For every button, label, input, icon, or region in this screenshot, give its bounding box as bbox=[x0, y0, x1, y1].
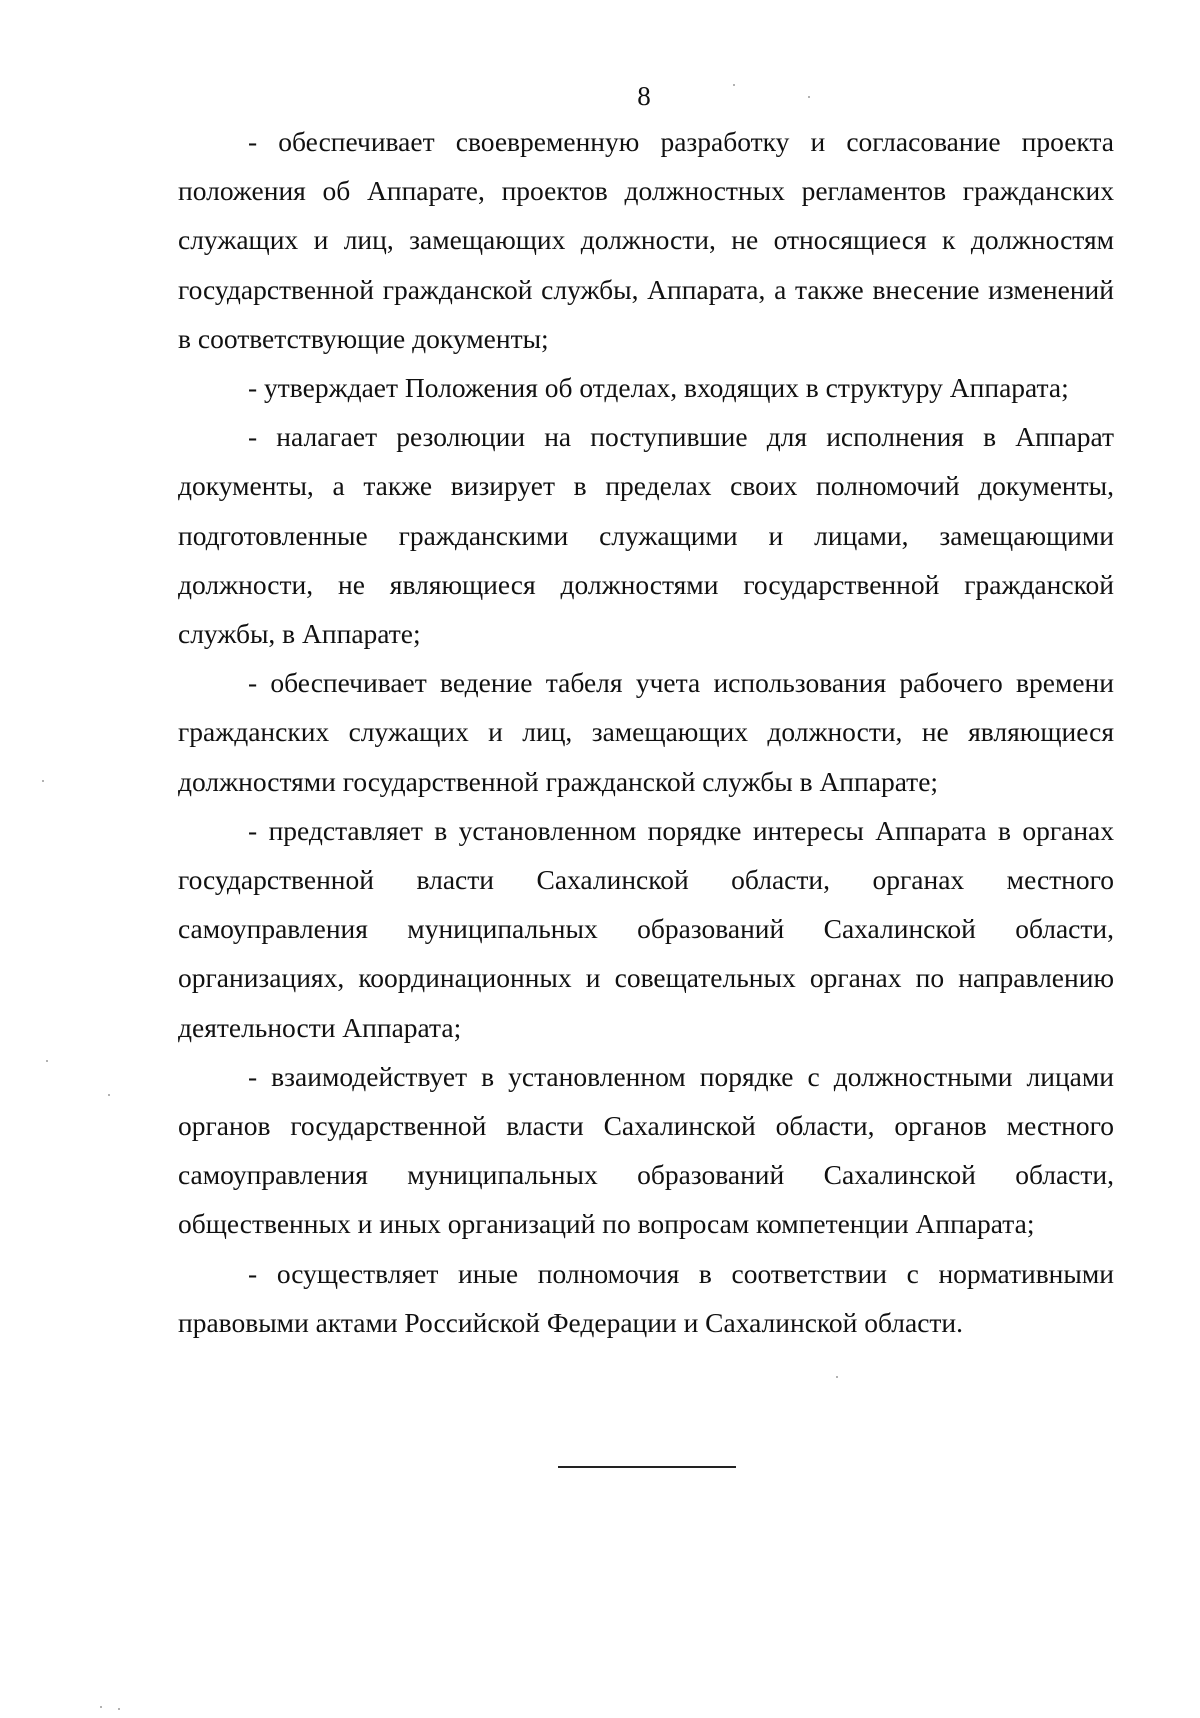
end-of-document-rule bbox=[558, 1466, 736, 1468]
page-number: 8 bbox=[637, 81, 651, 111]
scan-speck bbox=[46, 1060, 48, 1062]
document-body bbox=[178, 117, 1114, 1347]
paragraph-6: - взаимодействует в установленном порядке с должностными лицами органов государственной власти Сахалинской области, органов местного самоуправления муниципальных образований Сахалинской области, общественных и иных организаций по вопросам компетенции Аппарата; bbox=[178, 1060, 1114, 1240]
paragraph-1: - обеспечивает своевременную разработку и согласование проекта положения об Аппарате, проектов должностных регламентов гражданских служащих и лиц, замещающих должности, не относящиеся к должностям государственной гражданской службы, Аппарата, а также внесение изменений в соответствующие документы; bbox=[178, 126, 1114, 354]
scan-speck bbox=[836, 1376, 838, 1378]
scan-speck bbox=[108, 1094, 110, 1096]
paragraph-7: - осуществляет иные полномочия в соответствии с нормативными правовыми актами Российской Федерации и Сахалинской области. bbox=[178, 1257, 1114, 1338]
paragraph-5: - представляет в установленном порядке интересы Аппарата в органах государственной власти Сахалинской области, органах местного самоуправления муниципальных образований Сахалинской области, организациях, координационных и совещательных органах по направлению деятельности Аппарата; bbox=[178, 814, 1114, 1043]
scan-speck bbox=[100, 1706, 102, 1708]
scan-speck bbox=[42, 780, 44, 782]
paragraph-2: - утверждает Положения об отделах, входящих в структуру Аппарата; bbox=[248, 372, 1069, 404]
paragraph-3: - налагает резолюции на поступившие для исполнения в Аппарат документы, а также визирует в пределах своих полномочий документы, подготовленные гражданскими служащими и лицами, замещающими должности, не являющиеся должностями государственной гражданской службы, в Аппарате; bbox=[178, 421, 1114, 650]
scan-speck bbox=[808, 96, 810, 98]
scan-speck bbox=[118, 1708, 120, 1710]
scan-speck bbox=[733, 84, 735, 86]
paragraph-4: - обеспечивает ведение табеля учета использования рабочего времени гражданских служащих и лиц, замещающих должности, не являющиеся должностями государственной гражданской службы в Аппарате; bbox=[178, 667, 1114, 797]
